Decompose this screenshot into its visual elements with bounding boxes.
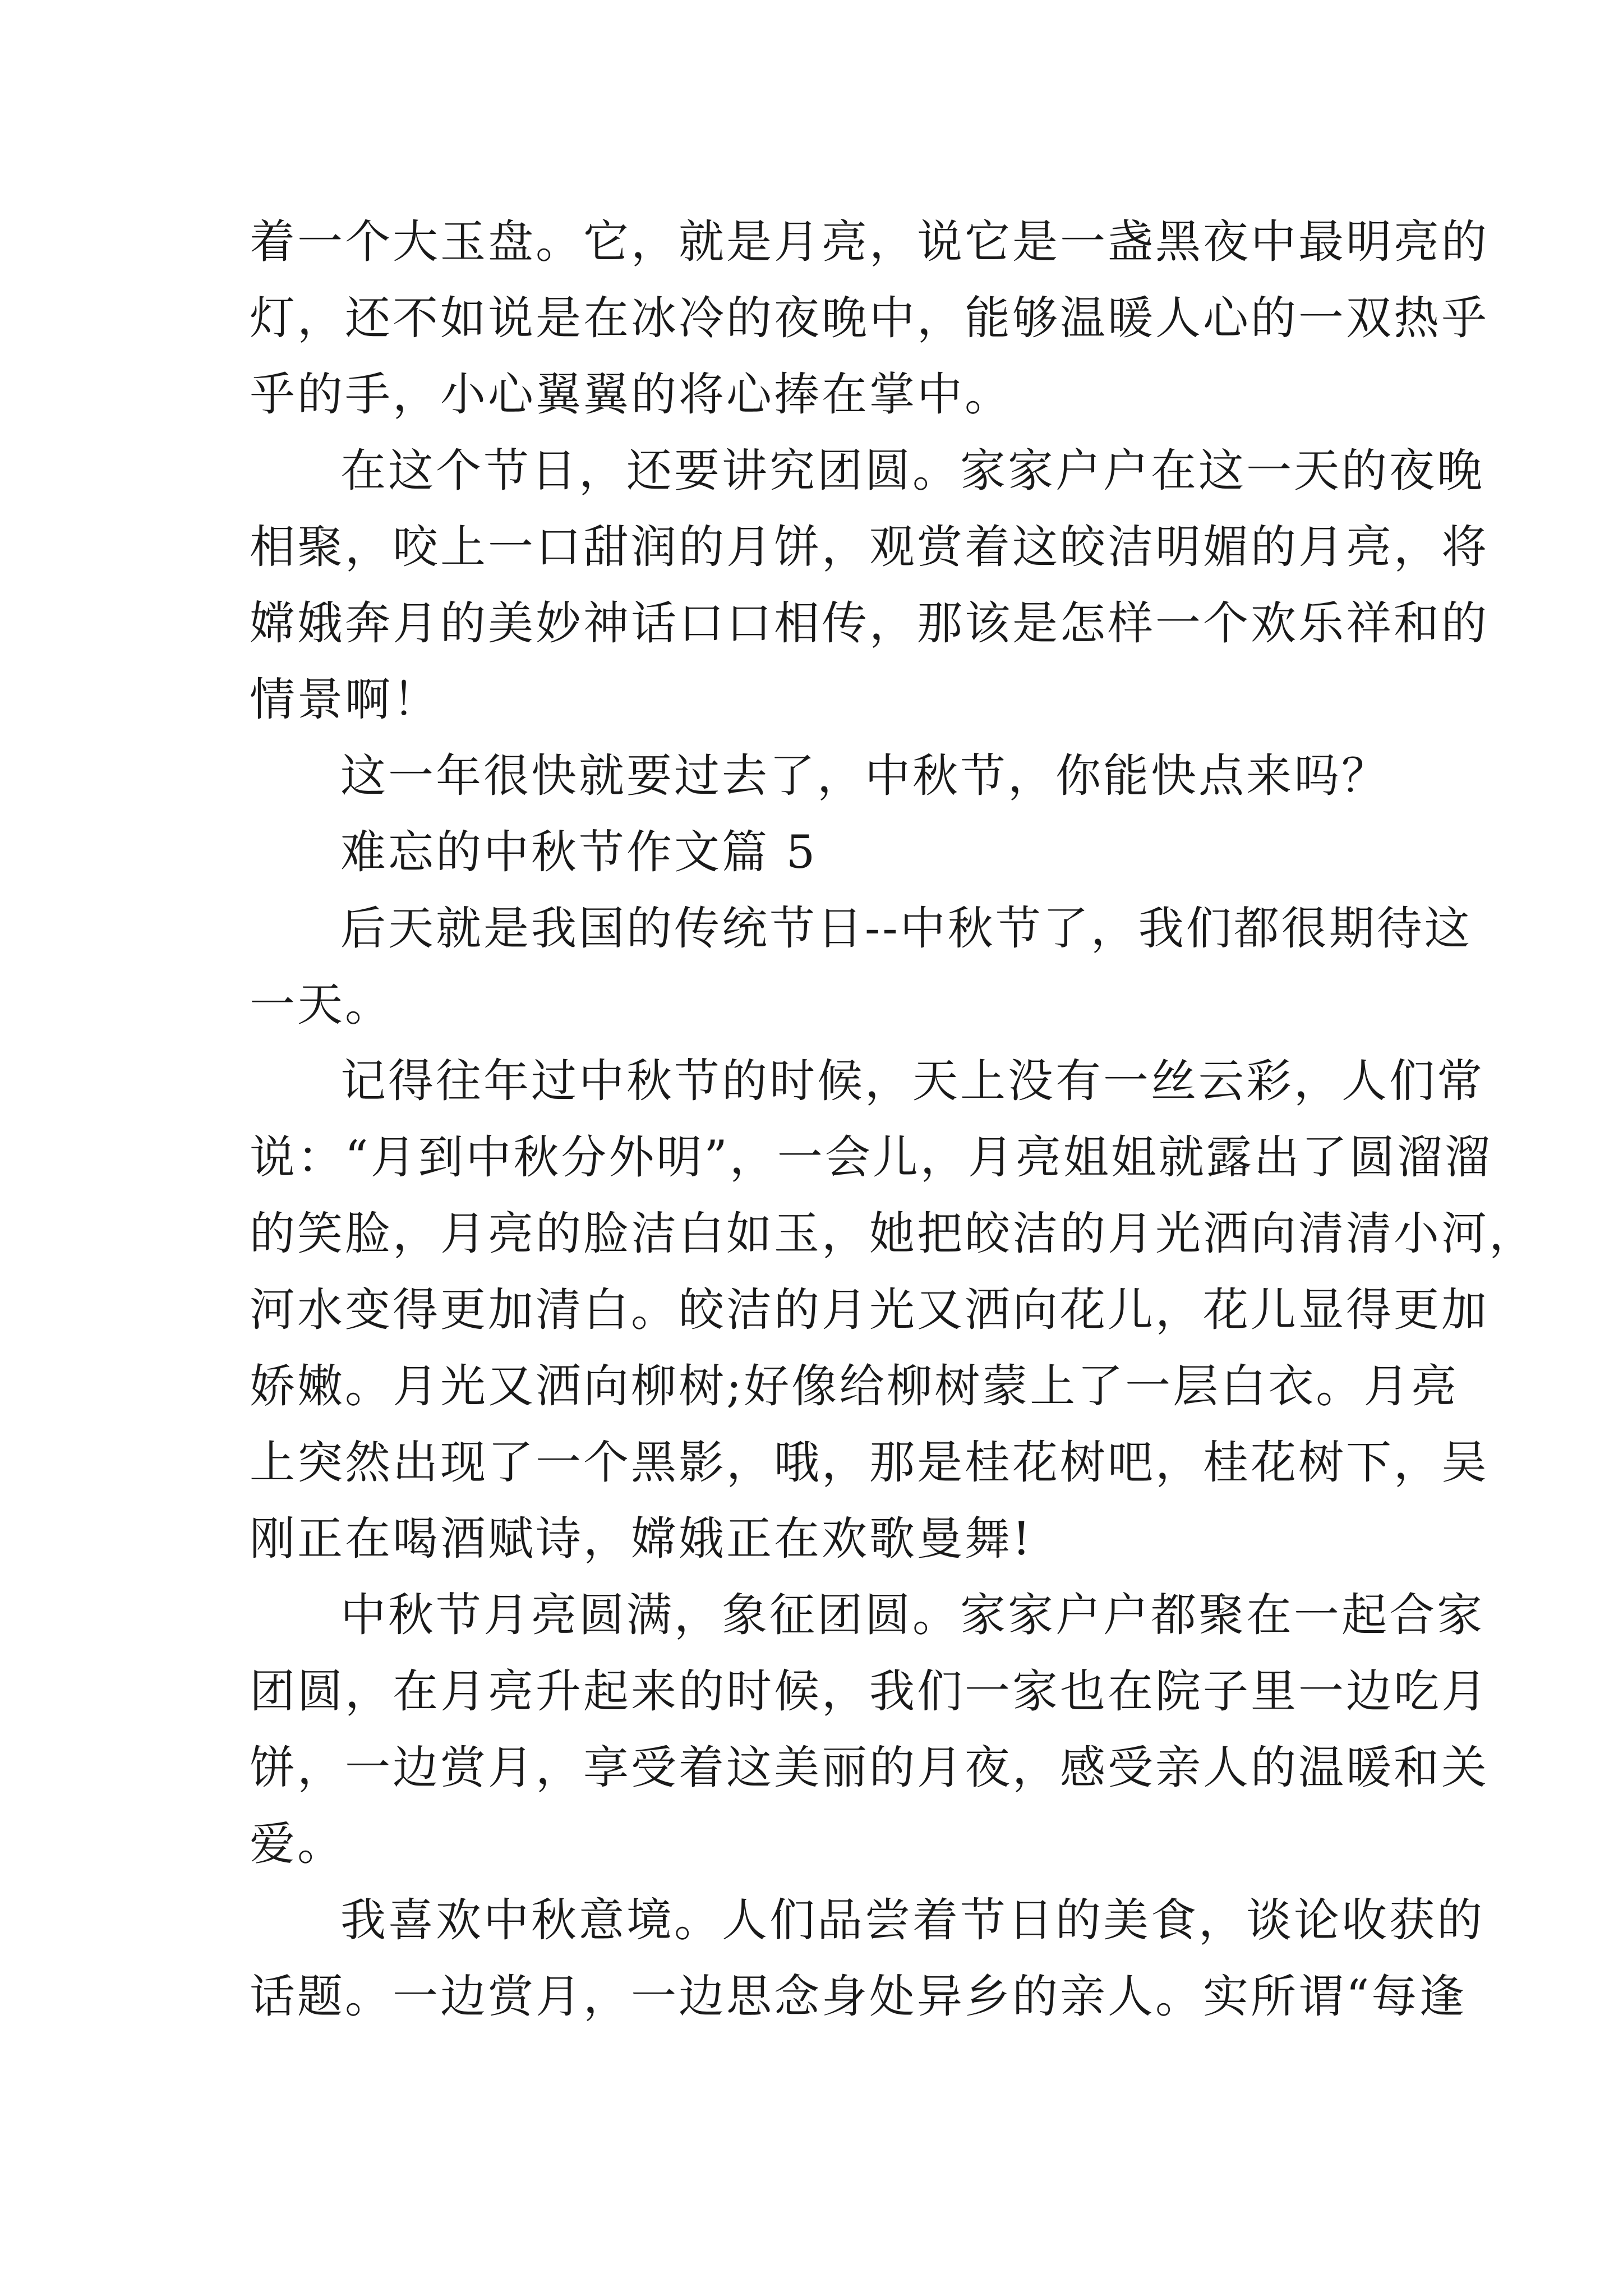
paragraph-first-line: 在这个节日，还要讲究团圆。家家户户在这一天的夜晚 — [340, 445, 1485, 498]
paragraph-first-line: 我喜欢中秋意境。人们品尝着节日的美食，谈论收获的 — [340, 1894, 1485, 1947]
text-line: 娇嫩。月光又洒向柳树;好像给柳树蒙上了一层白衣。月亮 — [250, 1360, 1459, 1413]
text-line: 乎的手，小心翼翼的将心捧在掌中。 — [250, 369, 1013, 421]
text-line: 话题。一边赏月，一边思念身处异乡的亲人。实所谓“每逢 — [250, 1971, 1467, 2023]
text-line: 上突然出现了一个黑影，哦，那是桂花树吧，桂花树下，吴 — [250, 1437, 1490, 1489]
text-line: 嫦娥奔月的美妙神话口口相传，那该是怎样一个欢乐祥和的 — [250, 597, 1490, 650]
text-line: 饼，一边赏月，享受着这美丽的月夜，感受亲人的温暖和关 — [250, 1742, 1490, 1795]
paragraph-first-line: 这一年很快就要过去了，中秋节，你能快点来吗？ — [340, 750, 1390, 803]
text-line: 情景啊！ — [250, 674, 441, 726]
paragraph-first-line: 后天就是我国的传统节日--中秋节了，我们都很期待这 — [340, 903, 1472, 955]
paragraph-first-line: 记得往年过中秋节的时候，天上没有一丝云彩，人们常 — [340, 1055, 1485, 1108]
text-line: 一天。 — [250, 979, 393, 1032]
text-line: 灯，还不如说是在冰冷的夜晚中，能够温暖人心的一双热乎 — [250, 292, 1490, 345]
text-line: 说：“月到中秋分外明”，一会儿，月亮姐姐就露出了圆溜溜 — [250, 1131, 1492, 1184]
text-line: 的笑脸，月亮的脸洁白如玉，她把皎洁的月光洒向清清小河， — [250, 1208, 1537, 1260]
text-line: 爱。 — [250, 1818, 345, 1871]
text-line: 相聚，咬上一口甜润的月饼，观赏着这皎洁明媚的月亮，将 — [250, 521, 1490, 574]
section-heading: 难忘的中秋节作文篇 5 — [340, 826, 818, 879]
text-line: 刚正在喝酒赋诗，嫦娥正在欢歌曼舞! — [250, 1513, 1033, 1566]
paragraph-first-line: 中秋节月亮圆满，象征团圆。家家户户都聚在一起合家 — [340, 1589, 1485, 1642]
text-line: 着一个大玉盘。它，就是月亮，说它是一盏黑夜中最明亮的 — [250, 216, 1490, 269]
text-line: 团圆，在月亮升起来的时候，我们一家也在院子里一边吃月 — [250, 1665, 1490, 1718]
text-line: 河水变得更加清白。皎洁的月光又洒向花儿，花儿显得更加 — [250, 1284, 1490, 1337]
